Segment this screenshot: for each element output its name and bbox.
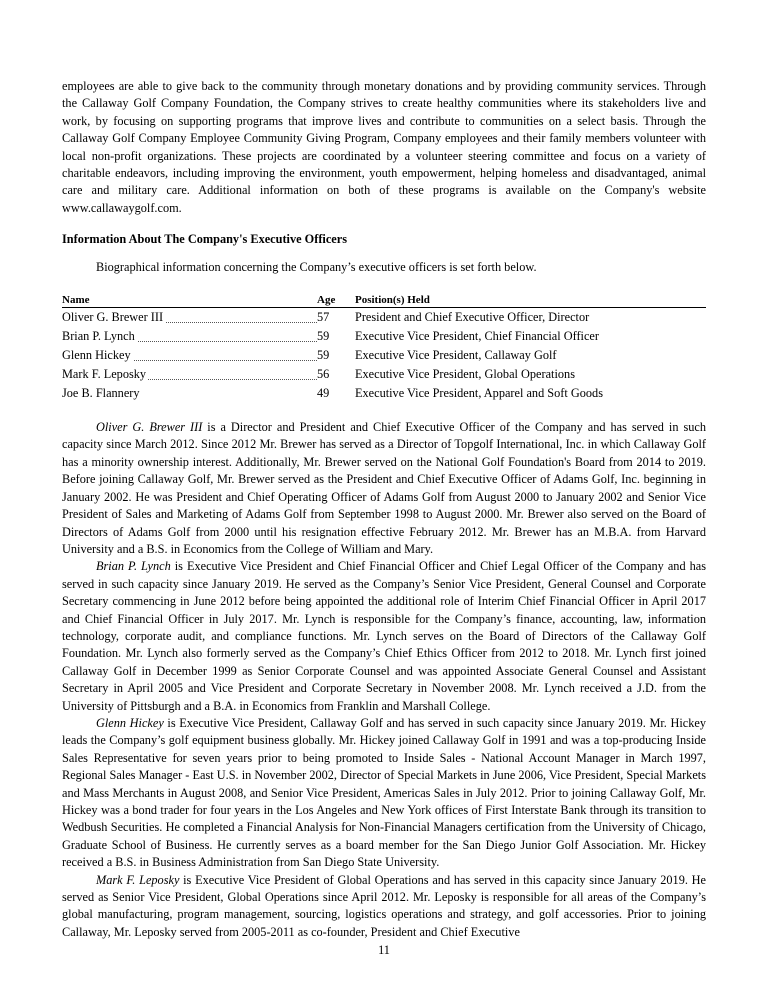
table-row	[62, 308, 706, 328]
officer-position: Executive Vice President, Callaway Golf	[355, 348, 557, 363]
bio-name: Oliver G. Brewer III	[96, 420, 203, 435]
column-header-position: Position(s) Held	[355, 294, 706, 308]
bio-text: is Executive Vice President, Callaway Golf and has served in such capacity since January 2019. Mr. Hickey leads the Company’s golf equipment business globally. Mr. Hickey joined Callaway Golf in 1991 and was a top-producing Inside Sales Representative for seven years prior to being promoted to Inside Sales - National Account Manager in March 1997, Regional Sales Manager - East U.S. in November 2002, Director of Special Markets in June 2006, Vice President, Special Markets and Mass Merchants in August 2008, and Senior Vice President, Americas Sales in July 2012. Prior to joining Callaway Golf, Mr. Hickey was a bond trader for four years in the Los Angeles and New York offices of First Interstate Bank through its transition to Wedbush Securities. He completed a Financial Analysis for Non-Financial Managers certification from the University of Chicago, Graduate School of Business. He currently serves as a board member for the San Diego Junior Golf Association. Mr. Hickey received a B.S. in Business Administration from San Diego State University.	[62, 715, 706, 870]
bio-paragraph-lynch	[62, 558, 706, 715]
bio-paragraph-brewer	[62, 419, 706, 558]
officer-name-cell	[62, 346, 317, 365]
officer-name: Brian P. Lynch	[62, 329, 135, 344]
bio-paragraph-hickey	[62, 715, 706, 872]
executive-officers-table	[62, 294, 706, 403]
section-heading: Information About The Company's Executive Officers	[62, 232, 347, 247]
bio-name: Brian P. Lynch	[96, 559, 171, 574]
table-row	[62, 384, 706, 403]
officer-age: 59	[317, 348, 330, 363]
officer-name-cell	[62, 365, 317, 384]
officer-position: Executive Vice President, Global Operations	[355, 367, 575, 382]
column-header-name: Name	[62, 294, 317, 308]
officer-age: 57	[317, 310, 330, 325]
officer-name: Joe B. Flannery	[62, 386, 140, 401]
officer-name-cell	[62, 327, 317, 346]
officer-name-cell	[62, 308, 317, 328]
bio-text: is a Director and President and Chief Executive Officer of the Company and has served in such capacity since March 2012. Since 2012 Mr. Brewer has served as a Director of Topgolf International, Inc. in which Callaway Golf has a minority ownership interest. Additionally, Mr. Brewer served on the National Golf Foundation's Board from 2014 to 2019. Before joining Callaway Golf, Mr. Brewer served as the President and Chief Executive Officer of Adams Golf, Inc. beginning in January 2002. He was President and Chief Operating Officer of Adams Golf from August 2000 to January 2002 and Senior Vice President of Sales and Marketing of Adams Golf from September 1998 to August 2000. Mr. Brewer also served on the Board of Directors of Adams Golf from 2000 until his resignation effective February 2012. Mr. Brewer has an M.B.A. from Harvard University and a B.S. in Economics from the College of William and Mary.	[62, 420, 706, 556]
table-row	[62, 346, 706, 365]
officer-position: President and Chief Executive Officer, Director	[355, 310, 590, 325]
bio-text: is Executive Vice President of Global Operations and has served in this capacity since January 2019. He served as Senior Vice President, Global Operations since April 2012. Mr. Leposky is responsible for all areas of the Company’s global manufacturing, program management, sourcing, logistics operations and strategy, and golf accessories. Prior to joining Callaway, Mr. Leposky served from 2005-2011 as co-founder, President and Chief Executive	[62, 872, 706, 939]
officer-age: 49	[317, 386, 330, 401]
officer-name: Oliver G. Brewer III	[62, 310, 164, 325]
bio-paragraph-leposky	[62, 872, 706, 942]
bio-name: Mark F. Leposky	[96, 872, 180, 887]
bio-name: Glenn Hickey	[96, 715, 164, 730]
officer-age: 59	[317, 329, 330, 344]
column-header-age: Age	[317, 294, 355, 308]
page-number: 11	[378, 943, 390, 957]
table-header-row	[62, 294, 706, 308]
table-row	[62, 365, 706, 384]
intro-paragraph: employees are able to give back to the community through monetary donations and by providing community services. Through the Callaway Golf Company Foundation, the Company strives to create healthy communities where its stakeholders live and work, by focusing on supporting programs that improve lives and contribute to communities on a select basis. Through the Callaway Golf Company Employee Community Giving Program, Company employees and their family members volunteer with local non-profit organizations. These projects are coordinated by a volunteer steering committee and focus on a variety of charitable endeavors, including improving the environment, youth empowerment, helping homeless and disadvantaged, animal care and military care. Additional information on both of these programs is available on the Company's website www.callawaygolf.com.	[62, 79, 706, 215]
bio-text: is Executive Vice President and Chief Financial Officer and Chief Legal Officer of the Company and has served in such capacity since January 2019. He served as the Company’s Senior Vice President, General Counsel and Corporate Secretary commencing in June 2012 before being appointed the additional role of Interim Chief Financial Officer in April 2017 and Chief Financial Officer in July 2017. Mr. Lynch is responsible for the Company’s finance, accounting, law, information technology, corporate audit, and compliance functions. Mr. Lynch serves on the Board of Directors of the Callaway Golf Foundation. Mr. Lynch also formerly served as the Company’s Chief Ethics Officer from 2012 to 2018. Mr. Lynch first joined Callaway Golf in December 1999 as Senior Corporate Counsel and was appointed Associate General Counsel and Assistant Secretary in April 2005 and Vice President and Corporate Secretary in November 2008. Mr. Lynch received a J.D. from the University of Pittsburgh and a B.A. in Economics from Franklin and Marshall College.	[62, 559, 706, 713]
officer-name: Glenn Hickey	[62, 348, 131, 363]
officer-name-cell	[62, 384, 317, 403]
table-row	[62, 327, 706, 346]
officer-name: Mark F. Leposky	[62, 367, 147, 382]
officer-age: 56	[317, 367, 330, 382]
section-intro: Biographical information concerning the Company’s executive officers is set forth below.	[96, 259, 537, 274]
officer-position: Executive Vice President, Apparel and Soft Goods	[355, 386, 603, 401]
officer-position: Executive Vice President, Chief Financial Officer	[355, 329, 599, 344]
